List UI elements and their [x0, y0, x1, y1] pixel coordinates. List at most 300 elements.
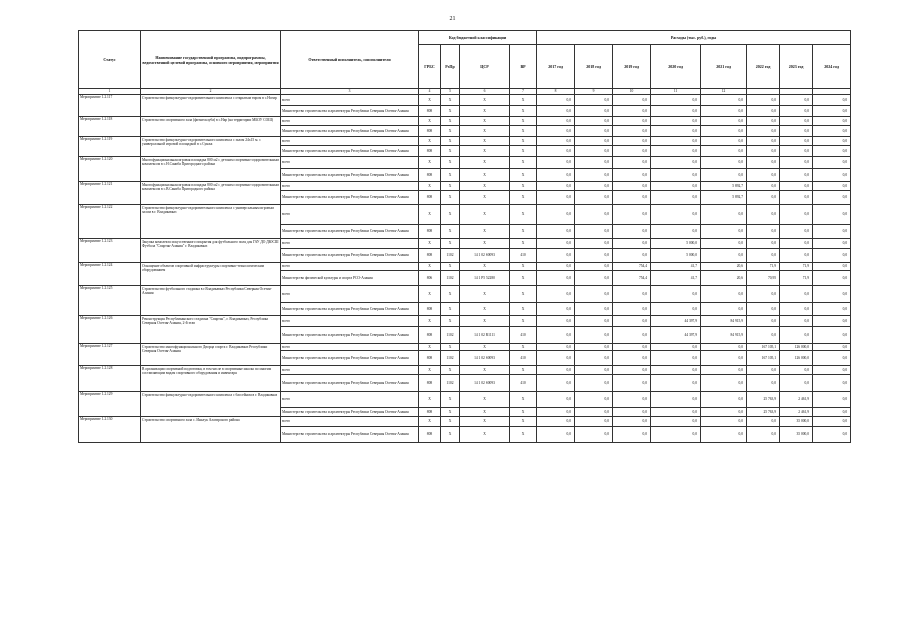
responsible-executor: Министерство строительства и архитектуры Республики Северная Осетия-Алания	[281, 327, 419, 344]
expense-value: 0,0	[575, 286, 613, 303]
measure-status: Мероприятие 1.2.122	[79, 205, 141, 239]
expense-value: 0,0	[747, 146, 780, 157]
code-rzpr: X	[441, 157, 460, 169]
expense-value: 0,0	[537, 427, 575, 443]
responsible-executor: всего	[281, 417, 419, 427]
code-rzpr: X	[441, 146, 460, 157]
expense-value: 2 461,9	[780, 408, 813, 417]
code-grbs: X	[419, 392, 441, 408]
header-year: 2018 год	[575, 45, 613, 89]
expense-value: 0,0	[747, 157, 780, 169]
expense-value: 0,0	[780, 106, 813, 117]
expense-value: 0,0	[651, 375, 701, 392]
expense-value: 0,0	[780, 303, 813, 316]
code-csr: X	[460, 263, 510, 271]
code-csr: X	[460, 191, 510, 205]
code-rzpr: X	[441, 106, 460, 117]
expense-value: 0,0	[651, 157, 701, 169]
expense-value: 0,0	[613, 249, 651, 263]
expense-value: 0,0	[575, 169, 613, 182]
expense-value: 0,0	[813, 417, 851, 427]
code-grbs: 808	[419, 408, 441, 417]
expense-value: 0,0	[780, 157, 813, 169]
code-vr: X	[510, 392, 537, 408]
expense-value: 0,0	[813, 126, 851, 137]
expense-value: 84 915,9	[701, 316, 747, 327]
expense-value: 0,0	[813, 249, 851, 263]
expense-value: 0,0	[701, 249, 747, 263]
code-grbs: 808	[419, 146, 441, 157]
expense-value: 754,4	[613, 263, 651, 271]
expense-value: 0,0	[813, 286, 851, 303]
responsible-executor: Министерство физической культуры и спорта РСО-Алания	[281, 271, 419, 286]
expense-value: 0,0	[613, 146, 651, 157]
responsible-executor: Министерство строительства и архитектуры Республики Северная Осетия-Алания	[281, 249, 419, 263]
expense-value: 0,0	[701, 117, 747, 126]
expense-value: 0,0	[613, 106, 651, 117]
expense-value: 0,0	[537, 263, 575, 271]
expense-value: 71,9	[780, 271, 813, 286]
expense-value: 0,0	[575, 137, 613, 146]
header-vr: ВР	[510, 45, 537, 89]
expense-value: 0,0	[575, 408, 613, 417]
code-rzpr: X	[441, 316, 460, 327]
column-number: 12	[701, 89, 747, 95]
responsible-executor: всего	[281, 239, 419, 249]
code-csr: X	[460, 169, 510, 182]
code-grbs: X	[419, 286, 441, 303]
table-row	[79, 366, 851, 375]
expense-value: 0,0	[575, 205, 613, 225]
table-row	[79, 157, 851, 169]
expense-value: 0,0	[813, 205, 851, 225]
expense-value: 0,0	[780, 225, 813, 239]
expense-value: 0,0	[813, 117, 851, 126]
measure-name: Закупка комплекта искусственного покрытия для футбольного поля для ГАУ ДО ДЮСШ Футбола "Спартак-Алания" г. Владикавказ	[141, 239, 281, 263]
expense-value: 0,0	[537, 117, 575, 126]
measure-name: Строительство физкультурно-оздоровительного комплекса с залом 24х15 м. с универсальной игровой площадкой в с.Сунжа	[141, 137, 281, 157]
measure-status: Мероприятие 1.2.119	[79, 137, 141, 157]
expense-value: 0,0	[701, 137, 747, 146]
expense-value: 0,0	[747, 117, 780, 126]
expense-value: 0,0	[747, 239, 780, 249]
code-grbs: 808	[419, 303, 441, 316]
expense-value: 0,0	[613, 205, 651, 225]
expense-value: 0,0	[537, 95, 575, 106]
code-rzpr: X	[441, 205, 460, 225]
expense-value: 0,0	[613, 408, 651, 417]
expense-value: 0,0	[613, 117, 651, 126]
code-grbs: X	[419, 95, 441, 106]
code-csr: X	[460, 146, 510, 157]
expense-value: 0,0	[813, 392, 851, 408]
code-grbs: X	[419, 239, 441, 249]
table-row	[79, 263, 851, 271]
expense-value: 0,0	[613, 344, 651, 351]
code-grbs: 808	[419, 126, 441, 137]
code-csr: 14 1 02 S0093	[460, 375, 510, 392]
measure-status: Мероприятие 1.2.120	[79, 157, 141, 182]
expense-value: 0,0	[747, 126, 780, 137]
code-csr: 14 1 P5 52280	[460, 271, 510, 286]
expense-value: 0,0	[537, 408, 575, 417]
expense-value: 0,0	[813, 157, 851, 169]
code-grbs: 806	[419, 271, 441, 286]
expense-value: 0,0	[701, 417, 747, 427]
code-csr: X	[460, 137, 510, 146]
expense-value: 0,0	[613, 427, 651, 443]
code-rzpr: X	[441, 392, 460, 408]
code-csr: X	[460, 239, 510, 249]
code-csr: X	[460, 95, 510, 106]
column-number: 11	[651, 89, 701, 95]
measure-name: Оснащение объектов спортивной инфраструктуры спортивно-технологическим оборудованием	[141, 263, 281, 286]
column-number: 1	[79, 89, 141, 95]
code-vr: X	[510, 286, 537, 303]
responsible-executor: Министерство строительства и архитектуры Республики Северная Осетия-Алания	[281, 303, 419, 316]
table-row	[79, 239, 851, 249]
measure-status: Мероприятие 1.2.129	[79, 392, 141, 417]
header-responsible: Ответственный исполнитель, соисполнители	[281, 31, 419, 89]
measure-name: Строительство физкультурно-оздоровительного комплекса с бассейном в г. Владикавказ	[141, 392, 281, 417]
code-grbs: X	[419, 182, 441, 191]
measure-status: Мероприятие 1.2.126	[79, 316, 141, 344]
expense-value: 0,0	[537, 249, 575, 263]
expense-value: 0,0	[537, 271, 575, 286]
code-rzpr: X	[441, 286, 460, 303]
expense-value: 0,0	[813, 344, 851, 351]
code-vr: X	[510, 427, 537, 443]
expense-value: 0,0	[651, 205, 701, 225]
expense-value: 35 000,0	[780, 417, 813, 427]
expense-value: 0,0	[701, 157, 747, 169]
expense-value: 0,0	[780, 137, 813, 146]
expense-value: 0,0	[613, 137, 651, 146]
measure-status: Мероприятие 1.2.124	[79, 263, 141, 286]
expense-value: 5 000,0	[651, 239, 701, 249]
page-number: 21	[449, 16, 456, 22]
expense-value: 0,0	[701, 95, 747, 106]
code-csr: X	[460, 366, 510, 375]
header-program-name: Наименование государственной программы, подпрограммы, ведомственной целевой программы, основного мероприятия, мероприятия	[141, 31, 281, 89]
expense-value: 126 000,0	[780, 351, 813, 366]
expense-value: 0,0	[537, 126, 575, 137]
code-csr: X	[460, 316, 510, 327]
expense-value: 2 461,9	[780, 392, 813, 408]
expense-value: 0,0	[813, 375, 851, 392]
expense-value: 0,0	[701, 303, 747, 316]
responsible-executor: Министерство строительства и архитектуры Республики Северная Осетия-Алания	[281, 169, 419, 182]
expense-value: 70,95	[747, 271, 780, 286]
expense-value: 0,0	[575, 157, 613, 169]
expense-value: 35 000,0	[780, 427, 813, 443]
code-rzpr: X	[441, 191, 460, 205]
code-grbs: 808	[419, 375, 441, 392]
expense-value: 0,0	[613, 327, 651, 344]
code-grbs: 808	[419, 191, 441, 205]
code-grbs: 808	[419, 225, 441, 239]
expense-value: 0,0	[537, 375, 575, 392]
measure-name: Строительство физкультурно-оздоровительного комплекса с универсальным игровым залом в г. Владикавказ	[141, 205, 281, 239]
expense-value: 0,0	[575, 225, 613, 239]
expense-value: 0,0	[813, 182, 851, 191]
expense-value: 0,0	[747, 191, 780, 205]
expense-value: 0,0	[651, 106, 701, 117]
expense-value: 0,0	[701, 205, 747, 225]
expense-value: 0,0	[747, 286, 780, 303]
code-grbs: X	[419, 417, 441, 427]
header-year: 2019 год	[613, 45, 651, 89]
budget-table	[78, 30, 851, 443]
code-grbs: 808	[419, 351, 441, 366]
expense-value: 0,0	[780, 366, 813, 375]
expense-value: 0,0	[537, 286, 575, 303]
expense-value: 0,0	[537, 344, 575, 351]
code-rzpr: X	[441, 117, 460, 126]
expense-value: 0,0	[613, 316, 651, 327]
expense-value: 0,0	[747, 375, 780, 392]
expense-value: 0,0	[651, 182, 701, 191]
column-number: 8	[537, 89, 575, 95]
measure-status: Мероприятие 1.2.128	[79, 366, 141, 392]
code-grbs: X	[419, 117, 441, 126]
code-vr: X	[510, 157, 537, 169]
code-vr: X	[510, 271, 537, 286]
code-grbs: X	[419, 366, 441, 375]
expense-value: 0,0	[651, 169, 701, 182]
responsible-executor: Министерство строительства и архитектуры Республики Северная Осетия-Алания	[281, 351, 419, 366]
expense-value: 71,9	[780, 263, 813, 271]
expense-value: 5 892,7	[701, 182, 747, 191]
code-vr: X	[510, 117, 537, 126]
responsible-executor: всего	[281, 205, 419, 225]
code-grbs: X	[419, 316, 441, 327]
code-csr: X	[460, 117, 510, 126]
expense-value: 0,0	[813, 316, 851, 327]
expense-value: 754,4	[613, 271, 651, 286]
column-number: 3	[281, 89, 419, 95]
expense-value: 0,0	[747, 106, 780, 117]
code-csr: X	[460, 225, 510, 239]
expense-value: 0,0	[780, 239, 813, 249]
expense-value: 0,0	[780, 375, 813, 392]
code-grbs: X	[419, 157, 441, 169]
expense-value: 0,0	[575, 249, 613, 263]
measure-name: Реконструкция Республиканского стадиона "Спартак", г. Владикавказ, Республика Северная Осетия-Алания, 2-й этап	[141, 316, 281, 344]
expense-value: 0,0	[701, 126, 747, 137]
code-grbs: X	[419, 205, 441, 225]
code-grbs: X	[419, 344, 441, 351]
table-row	[79, 392, 851, 408]
expense-value: 0,0	[747, 366, 780, 375]
header-csr: ЦСР	[460, 45, 510, 89]
code-csr: X	[460, 392, 510, 408]
code-vr: X	[510, 263, 537, 271]
responsible-executor: Министерство строительства и архитектуры Республики Северная Осетия-Алания	[281, 225, 419, 239]
code-rzpr: X	[441, 225, 460, 239]
expense-value: 41,7	[651, 263, 701, 271]
table-row	[79, 344, 851, 351]
expense-value: 0,0	[537, 351, 575, 366]
expense-value: 0,0	[575, 106, 613, 117]
code-vr: X	[510, 106, 537, 117]
expense-value: 0,0	[651, 303, 701, 316]
expense-value: 5 892,7	[701, 191, 747, 205]
code-rzpr: X	[441, 344, 460, 351]
expense-value: 0,0	[780, 95, 813, 106]
code-vr: X	[510, 366, 537, 375]
measure-name: Строительство спортивного зала с. Иналук Алагирского района	[141, 417, 281, 443]
code-grbs: 808	[419, 427, 441, 443]
expense-value: 0,0	[537, 366, 575, 375]
expense-value: 0,0	[651, 286, 701, 303]
code-rzpr: X	[441, 366, 460, 375]
expense-value: 0,0	[613, 157, 651, 169]
expense-value: 0,0	[575, 316, 613, 327]
expense-value: 0,0	[701, 427, 747, 443]
expense-value: 0,0	[813, 271, 851, 286]
code-grbs: X	[419, 263, 441, 271]
expense-value: 0,0	[701, 375, 747, 392]
measure-name: В организации спортивной подготовки, в том числе в спортивные школы по многим составляющим видам спортивного оборудования и инвентаря	[141, 366, 281, 392]
expense-value: 0,0	[813, 427, 851, 443]
expense-value: 0,0	[651, 225, 701, 239]
code-vr: X	[510, 95, 537, 106]
expense-value: 0,0	[701, 225, 747, 239]
header-rzpr: РзПр	[441, 45, 460, 89]
code-vr: 410	[510, 249, 537, 263]
expense-value: 0,0	[701, 392, 747, 408]
expense-value: 0,0	[613, 182, 651, 191]
code-rzpr: X	[441, 263, 460, 271]
responsible-executor: всего	[281, 182, 419, 191]
code-vr: X	[510, 182, 537, 191]
expense-value: 0,0	[651, 137, 701, 146]
expense-value: 167 105,1	[747, 351, 780, 366]
expense-value: 0,0	[813, 408, 851, 417]
header-year: 2022 год	[747, 45, 780, 89]
expense-value: 0,0	[747, 316, 780, 327]
code-vr: X	[510, 408, 537, 417]
expense-value: 0,0	[780, 126, 813, 137]
expense-value: 0,0	[813, 327, 851, 344]
header-code-group: Код бюджетной классификации	[419, 31, 537, 45]
code-vr: X	[510, 417, 537, 427]
column-number: 9	[575, 89, 613, 95]
code-csr: 14 1 02 R1111	[460, 327, 510, 344]
responsible-executor: всего	[281, 263, 419, 271]
responsible-executor: Министерство строительства и архитектуры Республики Северная Осетия-Алания	[281, 191, 419, 205]
expense-value: 0,0	[813, 191, 851, 205]
code-vr: X	[510, 146, 537, 157]
column-number: 4	[419, 89, 441, 95]
expense-value: 0,0	[701, 106, 747, 117]
measure-status: Мероприятие 1.2.127	[79, 344, 141, 366]
expense-value: 0,0	[651, 344, 701, 351]
expense-value: 0,0	[701, 344, 747, 351]
measure-status: Мероприятие 1.2.117	[79, 95, 141, 117]
responsible-executor: всего	[281, 137, 419, 146]
responsible-executor: Министерство строительства и архитектуры Республики Северная Осетия-Алания	[281, 146, 419, 157]
expense-value: 25 763,9	[747, 392, 780, 408]
code-vr: X	[510, 303, 537, 316]
expense-value: 0,0	[575, 95, 613, 106]
expense-value: 0,0	[813, 146, 851, 157]
table-row	[79, 417, 851, 427]
responsible-executor: Министерство строительства и архитектуры Республики Северная Осетия-Алания	[281, 126, 419, 137]
code-rzpr: 1102	[441, 375, 460, 392]
expense-value: 0,0	[537, 157, 575, 169]
expense-value: 0,0	[651, 191, 701, 205]
expense-value: 0,0	[575, 182, 613, 191]
measure-status: Мероприятие 1.2.123	[79, 239, 141, 263]
expense-value: 25 763,9	[747, 408, 780, 417]
expense-value: 0,0	[747, 137, 780, 146]
expense-value: 0,0	[613, 126, 651, 137]
code-vr: X	[510, 344, 537, 351]
code-vr: 410	[510, 351, 537, 366]
responsible-executor: всего	[281, 95, 419, 106]
responsible-executor: всего	[281, 316, 419, 327]
column-number: 6	[460, 89, 510, 95]
expense-value: 0,0	[575, 351, 613, 366]
expense-value: 0,0	[813, 366, 851, 375]
expense-value: 0,0	[613, 417, 651, 427]
expense-value: 0,0	[813, 169, 851, 182]
expense-value: 0,0	[701, 408, 747, 417]
expense-value: 0,0	[701, 351, 747, 366]
expense-value: 0,0	[537, 146, 575, 157]
expense-value: 0,0	[747, 205, 780, 225]
expense-value: 0,0	[813, 263, 851, 271]
expense-value: 0,0	[537, 417, 575, 427]
measure-name: Многофункциональная игровая площадка 800 м2 с детским спортивно-оздоровительным комплексом в с.В.Саниба Пригородного района	[141, 182, 281, 205]
code-grbs: 808	[419, 106, 441, 117]
code-csr: X	[460, 286, 510, 303]
expense-value: 0,0	[747, 169, 780, 182]
responsible-executor: Министерство строительства и архитектуры Республики Северная Осетия-Алания	[281, 375, 419, 392]
code-vr: 410	[510, 327, 537, 344]
expense-value: 0,0	[537, 239, 575, 249]
expense-value: 0,0	[575, 271, 613, 286]
expense-value: 0,0	[613, 95, 651, 106]
responsible-executor: всего	[281, 392, 419, 408]
expense-value: 0,0	[575, 239, 613, 249]
code-rzpr: X	[441, 169, 460, 182]
code-grbs: 808	[419, 327, 441, 344]
expense-value: 0,0	[575, 375, 613, 392]
responsible-executor: всего	[281, 286, 419, 303]
responsible-executor: Министерство строительства и архитектуры Республики Северная Осетия-Алания	[281, 408, 419, 417]
code-rzpr: X	[441, 126, 460, 137]
code-grbs: 808	[419, 249, 441, 263]
expense-value: 0,0	[537, 225, 575, 239]
expense-value: 0,0	[613, 239, 651, 249]
code-rzpr: X	[441, 182, 460, 191]
expense-value: 0,0	[813, 239, 851, 249]
expense-value: 0,0	[575, 392, 613, 408]
responsible-executor: Министерство строительства и архитектуры Республики Северная Осетия-Алания	[281, 427, 419, 443]
code-csr: X	[460, 427, 510, 443]
measure-name: Многофункциональная игровая площадка 800 м2 с детским спортивно-оздоровительным комплексом в с.Н.Саниба Пригородного района	[141, 157, 281, 182]
expense-value: 0,0	[537, 205, 575, 225]
header-year: 2023 год	[780, 45, 813, 89]
measure-status: Мероприятие 1.2.121	[79, 182, 141, 205]
responsible-executor: всего	[281, 366, 419, 375]
column-number: 10	[613, 89, 651, 95]
measure-name: Строительство спортивного зала (фитнесклуба) в с.Нар (на территории МБОУ СОШ)	[141, 117, 281, 137]
expense-value: 0,0	[651, 117, 701, 126]
